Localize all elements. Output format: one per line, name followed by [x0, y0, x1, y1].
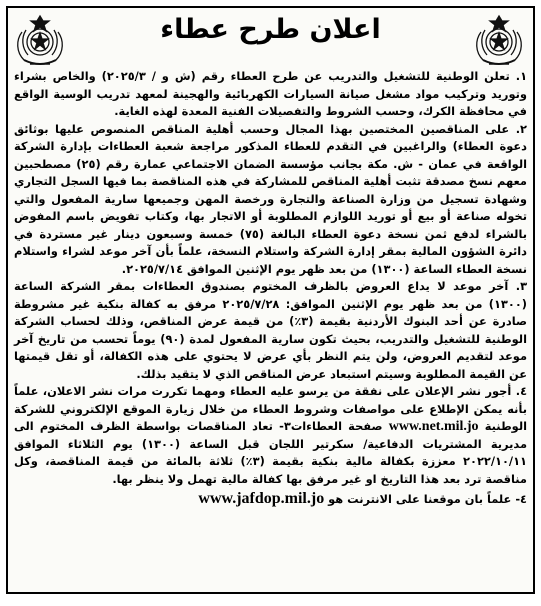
- footer-text: علماً بان موقعنا على الانترنت هو: [328, 492, 512, 506]
- notice-header: [8, 8, 533, 70]
- website-footer: [14, 490, 527, 509]
- notice-page: [6, 6, 535, 594]
- jafdop-website-link[interactable]: www.jafdop.mil.jo: [198, 490, 325, 507]
- notice-body: [14, 68, 527, 509]
- paragraph-text: أجور نشر الإعلان على نفقة من يرسو عليه العطاء ومهما تكررت مرات نشر الاعلان، علماً بأنه يمكن الإطلاع على مواصفات وشروط العطاء من خلال زيارة الموقع الإلكتروني للشركة الوطنية: [14, 384, 528, 433]
- paragraph-text: على المناقصين المختصين بهذا المجال وحسب أهلية المناقص المنصوص عليها بوثائق دعوة العطاء) والراغبين في التقدم للعطاء المذكور مراجعة شعبة العطاءات بإدارة الشركة الواقعة في عمان - ش. مكة بجانب مؤسسة الضمان الاجتماعي عمارة رقم (٢٥) مصطحبين معهم نسخ مصدقة تثبت أهلية المناقص للمشاركة في هذه المناقصة بما فيها السجل التجاري وشهادة تسجيل من وزارة الصناعة والتجارة ورخصة المهن وجميعها سارية المفعول والتي تخوله صناعة أو بيع أو توريد اللوازم المطلوبة أو الاتجار بها، وكتاب تفويض باسم المفوض بالشراء لدفع ثمن نسخة دعوة العطاء البالغة (٧٥) خمسة وسبعون دينار غير مستردة في دائرة الشؤون المالية بمقر إدارة الشركة واستلام النسخة، علماً بأن آخر موعد لشراء واستلام نسخة العطاء الساعة (١٣٠٠) من بعد ظهر يوم الإثنين الموافق ٢٠٢٥/٧/١٤.: [14, 121, 528, 276]
- paragraph-text: آخر موعد لا يداع العروض بالظرف المختوم بصندوق العطاءات بمقر الشركة الساعة (١٣٠٠) من بعد ظهر يوم الإثنين الموافق: ٢٠٢٥/٧/٢٨ مرفق به كفالة بنكية غير مشروطة صادرة عن أحد البنوك الأردنية بقيمة (٣٪) من قيمة عرض المناقص، وذلك لحساب الشركة الوطنية للتشغيل والتدريب، بحيث تكون سارية المفعول لمدة (٩٠) يوماً تحسب من تاريخ آخر موعد لتقديم العروض، ولن يتم النظر بأي عرض لا يحتوي على هذه الكفالة، أو تقل قيمتها عن القيمة المطلوبة وسيتم استبعاد عرض المناقص الذي لا يتقيد بذلك.: [14, 279, 527, 381]
- footer-number: ٤-: [515, 492, 527, 506]
- armed-forces-emblem-icon: [469, 12, 529, 68]
- paragraph-number: ١.: [515, 69, 528, 83]
- paragraph-2: [14, 121, 527, 279]
- paragraph-number: ٢.: [515, 121, 527, 136]
- paragraph-3: [14, 278, 527, 383]
- paragraph-1: [14, 68, 527, 121]
- paragraph-number: ٣.: [515, 279, 528, 293]
- paragraph-4: [14, 383, 527, 488]
- paragraph-number: ٤.: [515, 384, 528, 398]
- company-website-link[interactable]: www.net.mil.jo: [388, 419, 479, 434]
- notice-title: اعلان طرح عطاء: [160, 14, 381, 45]
- paragraph-text-continued: صفحة العطاءات٣- تعاد المناقصات بواسطة الظرف المختوم الى مديرية المشتريات الدفاعية/ سكرتير اللجان قبل الساعة (١٣٠٠) يوم الثلاثاء الموافق ٢٠٢٢/١٠/١١ معززة بكفالة مالية بنكية بقيمة (٣٪) ثلاثة بالمائة من قيمة المناقصة، وكل مناقصة ترد بعد هذا التاريخ او غير مرفق بها كفالة مالية تهمل ولا ينظر بها.: [14, 419, 527, 486]
- paragraph-text: تعلن الوطنية للتشغيل والتدريب عن طرح العطاء رقم (ش و / ٢٠٢٥/٣) والخاص بشراء وتوريد وتركيب مواد مشغل صيانة السيارات الكهربائية والهجينة لمعهد تدريب الوسية الواقع في محافظة الكرك، وحسب الشروط والتفصيلات الفنية المعدة لهذه الغاية.: [14, 69, 527, 118]
